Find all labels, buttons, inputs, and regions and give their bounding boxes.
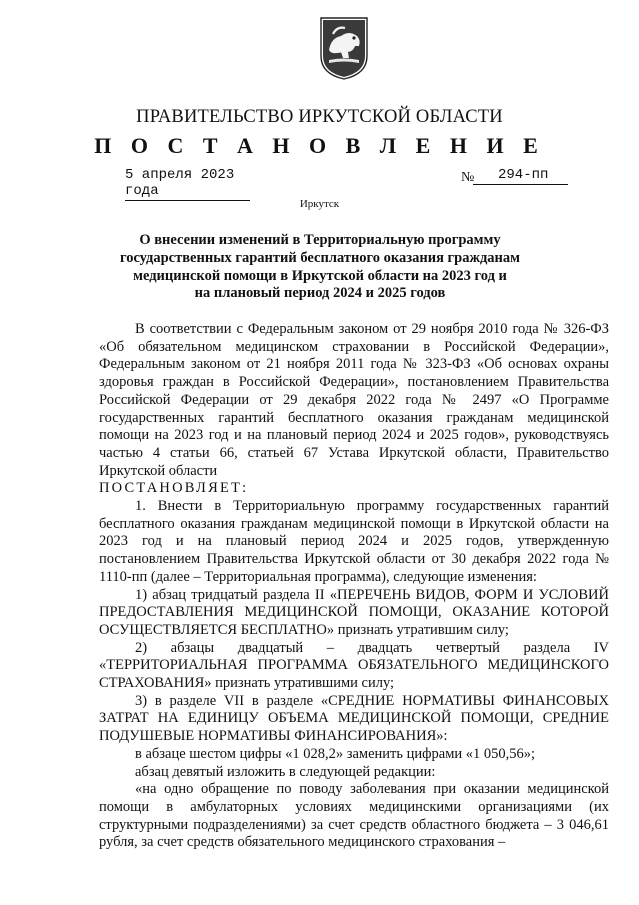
decree-word: ПОСТАНОВЛЯЕТ: [99, 480, 249, 497]
subject-line: на плановый период 2024 и 2025 годов [194, 285, 446, 302]
subitem-3-paragraph: 3) в разделе VII в разделе «СРЕДНИЕ НОРМАТИВЫ ФИНАНСОВЫХ ЗАТРАТ НА ЕДИНИЦУ ОБЪЕМА МЕДИЦИНСКОЙ ПОМОЩИ, СРЕДНИЕ ПОДУШЕВЫЕ НОРМАТИВЫ ФИНАНСИРОВАНИЯ»: [99, 692, 609, 745]
subject-line: медицинской помощи в Иркутской области на 2023 год и [133, 267, 507, 284]
document-kind: П О С Т А Н О В Л Е Н И Е [94, 133, 545, 158]
document-date: 5 апреля 2023 года [125, 167, 250, 201]
subject-line: О внесении изменений в Территориальную программу [139, 232, 501, 248]
subitem-2-paragraph: 2) абзацы двадцатый – двадцать четвертый раздела IV «ТЕРРИТОРИАЛЬНАЯ ПРОГРАММА ОБЯЗАТЕЛЬНОГО МЕДИЦИНСКОГО СТРАХОВАНИЯ» признать утратившими силу; [99, 639, 609, 692]
preamble-paragraph: В соответствии с Федеральным законом от 29 ноября 2010 года № 326-ФЗ «Об обязательном медицинском страховании в Российской Федерации», Федеральным законом от 21 ноября 2011 года № 323-ФЗ «Об основах охраны здоровья граждан в Российской Федерации», постановлением Правительства Российской Федерации от 29 декабря 2022 года № 2497 «О Программе государственных гарантий бесплатного оказания гражданам медицинской помощи на 2023 год и на плановый период 2024 и 2025 годов», руководствуясь частью 4 статьи 66, статьей 67 Устава Иркутской области, Правительство Иркутской области [99, 321, 609, 479]
document-body [99, 321, 609, 852]
quoted-paragraph: «на одно обращение по поводу заболевания при оказании медицинской помощи в амбулаторных условиях медицинскими организациями (их структурными подразделениями) за счет средств областного бюджета – 3 046,61 рубля, за счет средств обязательного медицинского страхования – [99, 781, 609, 851]
subitem-3b-paragraph: абзац девятый изложить в следующей редакции: [135, 763, 436, 780]
item-1-paragraph: 1. Внести в Территориальную программу государственных гарантий бесплатного оказания гражданам медицинской помощи в Иркутской области на 2023 год и на плановый период 2024 и 2025 годов, утвержденную постановлением Правительства Иркутской области от 30 декабря 2022 года № 1110-пп (далее – Территориальная программа), следующие изменения: [99, 498, 609, 585]
subitem-3a-paragraph: в абзаце шестом цифры «1 028,2» заменить цифрами «1 050,56»; [135, 745, 536, 762]
subitem-1-paragraph: 1) абзац тридцатый раздела II «ПЕРЕЧЕНЬ ВИДОВ, ФОРМ И УСЛОВИЙ ПРЕДОСТАВЛЕНИЯ МЕДИЦИНСКОЙ ПОМОЩИ, ОКАЗАНИЕ КОТОРОЙ ОСУЩЕСТВЛЯЕТСЯ БЕСПЛАТНО» признать утратившим силу; [99, 586, 609, 638]
number-sign: № [461, 170, 475, 185]
government-title: ПРАВИТЕЛЬСТВО ИРКУТСКОЙ ОБЛАСТИ [136, 107, 503, 127]
city-name: Иркутск [299, 198, 340, 210]
subject-line: государственных гарантий бесплатного оказания гражданам [119, 249, 521, 266]
document-number: 294-пп [473, 167, 568, 185]
coat-of-arms-icon [319, 16, 369, 80]
document-subject [110, 232, 530, 303]
